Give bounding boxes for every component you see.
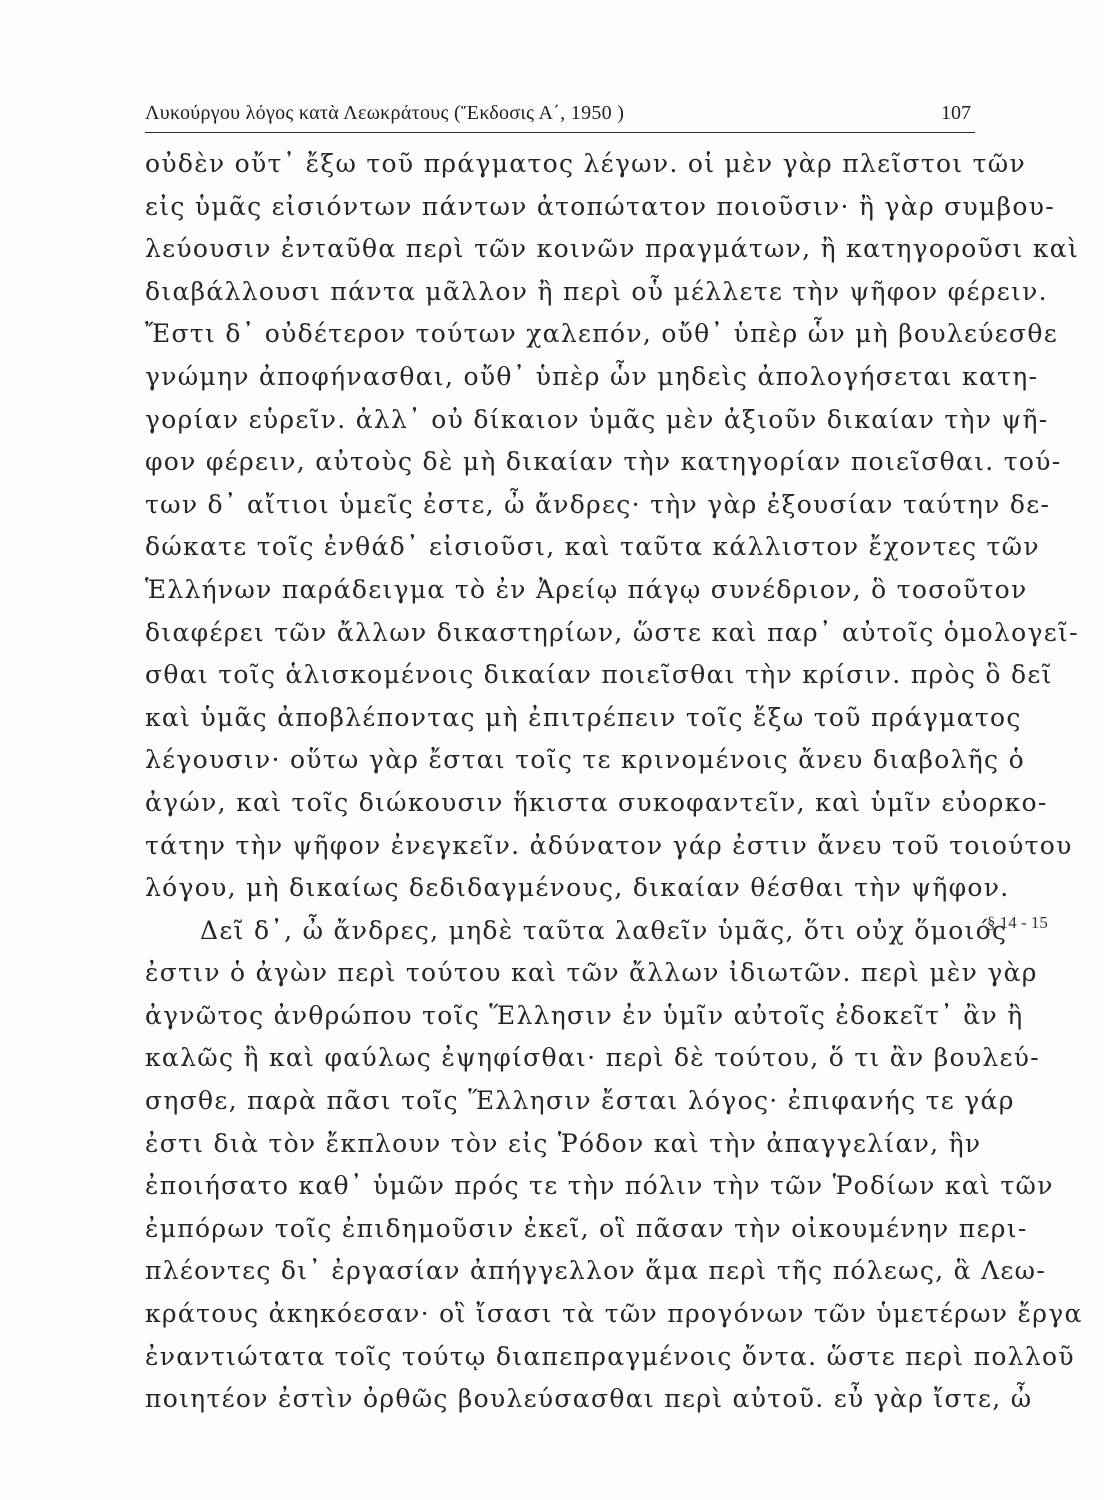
text-line: γορίαν εὑρεῖν. ἀλλ᾽ οὐ δίκαιον ὑμᾶς μὲν ἀξιοῦν δικαίαν τὴν ψῆ- bbox=[145, 404, 1049, 434]
text-line: λεύουσιν ἐνταῦθα περὶ τῶν κοινῶν πραγμάτων, ἢ κατηγοροῦσι καὶ bbox=[145, 234, 1080, 264]
text-line: καὶ ὑμᾶς ἀποβλέποντας μὴ ἐπιτρέπειν τοῖς ἔξω τοῦ πράγματος bbox=[145, 702, 1022, 732]
text-line: σθαι τοῖς ἁλισκομένοις δικαίαν ποιεῖσθαι τὴν κρίσιν. πρὸς ὃ δεῖ bbox=[145, 660, 1053, 690]
text-line: διαφέρει τῶν ἄλλων δικαστηρίων, ὥστε καὶ παρ᾽ αὐτοῖς ὁμολογεῖ- bbox=[145, 617, 1079, 647]
text-line: δώκατε τοῖς ἐνθάδ᾽ εἰσιοῦσι, καὶ ταῦτα κάλλιστον ἔχοντες τῶν bbox=[145, 532, 1040, 562]
text-line: Ἔστι δ᾽ οὐδέτερον τούτων χαλεπόν, οὔθ᾽ ὑπὲρ ὧν μὴ βουλεύεσθε bbox=[145, 319, 1058, 349]
text-line: τάτην τὴν ψῆφον ἐνεγκεῖν. ἀδύνατον γάρ ἐστιν ἄνευ τοῦ τοιούτου bbox=[145, 830, 1073, 860]
text-line: λέγουσιν· οὕτω γὰρ ἔσται τοῖς τε κρινομένοις ἄνευ διαβολῆς ὁ bbox=[145, 745, 1025, 775]
text-line: των δ᾽ αἴτιοι ὑμεῖς ἐστε, ὦ ἄνδρες· τὴν γὰρ ἐξουσίαν ταύτην δε- bbox=[145, 489, 1051, 519]
text-line: ἐστιν ὁ ἀγὼν περὶ τούτου καὶ τῶν ἄλλων ἰδιωτῶν. περὶ μὲν γὰρ bbox=[145, 958, 1038, 988]
text-line: Ἑλλήνων παράδειγμα τὸ ἐν Ἀρείῳ πάγῳ συνέδριον, ὃ τοσοῦτον bbox=[145, 574, 1028, 604]
text-line: εἰς ὑμᾶς εἰσιόντων πάντων ἀτοπώτατον ποιοῦσιν· ἢ γὰρ συμβου- bbox=[145, 191, 1055, 221]
text-line: πλέοντες δι᾽ ἐργασίαν ἀπήγγελλον ἅμα περὶ τῆς πόλεως, ἃ Λεω- bbox=[145, 1256, 1047, 1286]
text-line: σησθε, παρὰ πᾶσι τοῖς Ἕλλησιν ἔσται λόγος· ἐπιφανής τε γάρ bbox=[145, 1086, 1015, 1116]
text-line: οὐδὲν οὔτ᾽ ἔξω τοῦ πράγματος λέγων. οἱ μὲν γὰρ πλεῖστοι τῶν bbox=[145, 149, 1026, 178]
running-title: Λυκούργου λόγος κατὰ Λεωκράτους (Ἔκδοσις Α΄, 1950 ) bbox=[145, 102, 625, 124]
section-margin-note: § 14 - 15 bbox=[987, 913, 1048, 932]
text-line: ἐστι διὰ τὸν ἔκπλουν τὸν εἰς Ῥόδον καὶ τὴν ἀπαγγελίαν, ἣν bbox=[145, 1128, 982, 1158]
text-line: διαβάλλουσι πάντα μᾶλλον ἢ περὶ οὗ μέλλετε τὴν ψῆφον φέρειν. bbox=[145, 276, 1048, 306]
text-line: ἀγνῶτος ἀνθρώπου τοῖς Ἕλλησιν ἐν ὑμῖν αὐτοῖς ἐδοκεῖτ᾽ ἂν ἢ bbox=[145, 1000, 1024, 1030]
text-line: ποιητέον ἐστὶν ὀρθῶς βουλεύσασθαι περὶ αὐτοῦ. εὖ γὰρ ἴστε, ὦ bbox=[145, 1384, 1033, 1414]
text-line: φον φέρειν, αὐτοὺς δὲ μὴ δικαίαν τὴν κατηγορίαν ποιεῖσθαι. τού- bbox=[145, 447, 1062, 477]
text-line: ἐποιήσατο καθ᾽ ὑμῶν πρός τε τὴν πόλιν τὴν τῶν Ῥοδίων καὶ τῶν bbox=[145, 1171, 1054, 1201]
text-line: ἐμπόρων τοῖς ἐπιδημοῦσιν ἐκεῖ, οἳ πᾶσαν τὴν οἰκουμένην περι- bbox=[145, 1213, 1028, 1243]
text-line: καλῶς ἢ καὶ φαύλως ἐψηφίσθαι· περὶ δὲ τούτου, ὅ τι ἂν βουλεύ- bbox=[145, 1043, 1040, 1073]
text-line: λόγου, μὴ δικαίως δεδιδαγμένους, δικαίαν θέσθαι τὴν ψῆφον. bbox=[145, 873, 1010, 903]
running-head bbox=[145, 98, 975, 133]
text-line: ἀγών, καὶ τοῖς διώκουσιν ἥκιστα συκοφαντεῖν, καὶ ὑμῖν εὐορκο- bbox=[145, 787, 1048, 817]
paragraph-start-line: Δεῖ δ᾽, ὦ ἄνδρες, μηδὲ ταῦτα λαθεῖν ὑμᾶς, ὅτι οὐχ ὅμοιός bbox=[200, 915, 1008, 945]
text-line: ἐναντιώτατα τοῖς τούτῳ διαπεπραγμένοις ὄντα. ὥστε περὶ πολλοῦ bbox=[145, 1341, 1075, 1371]
page-number: 107 bbox=[941, 102, 971, 124]
text-line: κράτους ἀκηκόεσαν· οἳ ἴσασι τὰ τῶν προγόνων τῶν ὑμετέρων ἔργα bbox=[145, 1299, 1083, 1329]
text-line: γνώμην ἀποφήνασθαι, οὔθ᾽ ὑπὲρ ὧν μηδεὶς ἀπολογήσεται κατη- bbox=[145, 361, 1039, 391]
